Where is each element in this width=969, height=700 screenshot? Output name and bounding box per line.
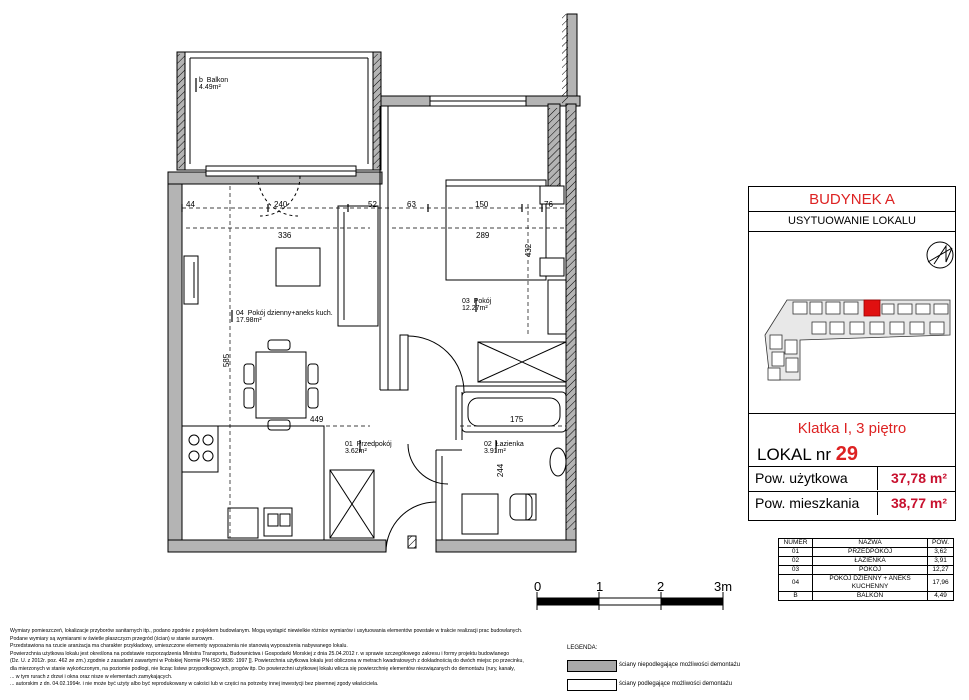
room-01-name: Przedpokój xyxy=(356,441,392,448)
note-line: Podane wymiary są wymiarami w świetle płaszczyzn przegród (ścian) w stanie surowym. xyxy=(10,635,214,642)
room-03-area: 12.27m² xyxy=(462,305,488,312)
scale-tick-label: 2 xyxy=(657,579,665,594)
room-01-id: 01 xyxy=(345,441,353,448)
room-01-area: 3.62m² xyxy=(345,448,367,455)
staircase-floor: Klatka I, 3 piętro xyxy=(797,420,907,437)
legend-title: LEGENDA: xyxy=(567,645,598,651)
note-line: Wymiary pomieszczeń, lokalizacje przyborów sanitarnych itp., podano zgodnie z projektem budowlanym. Mogą wystąpić niewielkie różnice wymiarów i usytuowania elementów powstałe w trakcie realizacji prac budowlanych. xyxy=(10,628,523,634)
table-row xyxy=(779,575,954,592)
notes xyxy=(10,628,555,689)
scale-bar xyxy=(537,592,723,610)
cell: 04 xyxy=(779,575,813,592)
legend-swatch-fixed xyxy=(567,660,617,672)
cell: 01 xyxy=(779,548,813,557)
room-02-area: 3.91m² xyxy=(484,448,506,455)
dim-244: 244 xyxy=(496,463,506,478)
unit-number: 29 xyxy=(835,443,859,465)
room-04-area: 17.98m² xyxy=(236,317,262,324)
header-cell: POW. xyxy=(928,539,954,548)
note-line: ... w tym rurach z drzwi i okna oraz nisze w elementach zamykających. xyxy=(10,673,173,680)
dim-289: 289 xyxy=(476,231,490,240)
scale-tick-label: 3m xyxy=(714,579,733,594)
dim-52: 52 xyxy=(368,200,377,209)
note-line: Powierzchnia użytkowa lokalu jest określona na podstawie rozporządzenia Ministra Transportu, Budownictwa i Gospodarki Morskiej z dnia 25.04.2012 r. w sprawie szczegółowego zakresu i formy projektu budowlanego xyxy=(10,650,510,657)
room-04-label xyxy=(236,310,333,324)
note-line: dla mierzonych w stanie wykończonym, na poziomie podłogi, nie licząc listew przypodłogowych, progów itp. Do powierzchni użytkowej lokalu wlicza się powierzchnię elementów niezwiązanych do demontażu (rury, kanały, xyxy=(10,665,515,672)
cell: 3,62 xyxy=(928,548,954,557)
scale-tick-label: 0 xyxy=(534,579,542,594)
cell: 3,91 xyxy=(928,557,954,566)
balcony-area: 4.49m² xyxy=(199,84,221,91)
dim-44: 44 xyxy=(186,200,195,209)
area-label: Pow. mieszkania xyxy=(755,495,860,511)
cell: 12,27 xyxy=(928,566,954,575)
balcony-id: b xyxy=(199,77,203,84)
dim-175: 175 xyxy=(510,415,524,424)
dim-240: 240 xyxy=(274,200,288,209)
room-03-id: 03 xyxy=(462,298,470,305)
room-table xyxy=(778,538,954,601)
legend-swatch-removable xyxy=(567,679,617,691)
room-02-id: 02 xyxy=(484,441,492,448)
cell: 02 xyxy=(779,557,813,566)
cell: POKÓJ xyxy=(813,566,928,575)
area-label: Pow. użytkowa xyxy=(755,470,848,486)
note-line: (Dz. U. z 2012r. poz. 462 ze zm.) zgodnie z zasadami zawartymi w Polskiej Normie PN-ISO 9836: 1997 ]]. Powierzchnia użytkowa lokalu jest obliczona w metrach kwadratowych z dokładnością do dwóch miejsc po przecinku, xyxy=(10,658,524,665)
room-03-label xyxy=(462,298,491,312)
balcony-name: Balkon xyxy=(206,77,229,84)
dim-336: 336 xyxy=(278,231,292,240)
note-line: ... autorskim z dn. 04.02.1994r. i nie może być użyty albo być reprodukowany w całości lub w części na potrzeby innej inwestycji bez pisemnej zgody właściciela. xyxy=(10,681,379,688)
legend-text: ściany niepodlegające możliwości demontażu xyxy=(619,662,741,668)
area-row-apartment xyxy=(749,491,955,515)
dim-63: 63 xyxy=(407,200,416,209)
table-row xyxy=(779,548,954,557)
note-line: Przedstawiona na rzucie aranżacja ma charakter przykładowy, umieszczone elementy wyposażenia nie stanowią wyposażenia nabywanego lokalu. xyxy=(10,643,348,650)
header-cell: NUMER xyxy=(779,539,813,548)
unit-label-text: LOKAL nr xyxy=(757,445,832,464)
scale-tick-label: 1 xyxy=(596,579,604,594)
balcony xyxy=(185,52,373,170)
header-cell: NAZWA xyxy=(813,539,928,548)
cell: 03 xyxy=(779,566,813,575)
unit-label xyxy=(757,443,858,466)
table-row xyxy=(779,566,954,575)
table-row xyxy=(779,592,954,601)
legend-text: ściany podlegające możliwości demontażu xyxy=(619,681,733,687)
room-04-id: 04 xyxy=(236,310,244,317)
area-row-usable xyxy=(749,466,955,490)
cell: BALKON xyxy=(813,592,928,601)
info-panel xyxy=(748,186,956,521)
table-row xyxy=(779,557,954,566)
dim-585: 585 xyxy=(222,353,232,368)
cell: POKÓJ DZIENNY + ANEKS KUCHENNY xyxy=(813,575,928,592)
room-01-label xyxy=(345,441,392,455)
balcony-label xyxy=(199,77,228,91)
room-02-label xyxy=(484,441,524,455)
room-02-name: Łazienka xyxy=(495,441,524,448)
location-title: USYTUOWANIE LOKALU xyxy=(788,215,916,227)
dim-432: 432 xyxy=(524,243,534,258)
divider xyxy=(749,231,955,232)
divider xyxy=(749,211,955,212)
cell: 4,49 xyxy=(928,592,954,601)
divider xyxy=(749,413,955,414)
cell: B xyxy=(779,592,813,601)
cell: 17,96 xyxy=(928,575,954,592)
cell: PRZEDPOKÓJ xyxy=(813,548,928,557)
room-04-name: Pokój dzienny+aneks kuch. xyxy=(247,310,333,317)
cell: ŁAZIENKA xyxy=(813,557,928,566)
room-03-name: Pokój xyxy=(473,298,492,305)
dim-76: 76 xyxy=(544,200,553,209)
dim-150: 150 xyxy=(475,200,489,209)
area-value: 38,77 m² xyxy=(890,495,947,511)
area-value: 37,78 m² xyxy=(890,470,947,486)
dim-449: 449 xyxy=(310,415,324,424)
building-title: BUDYNEK A xyxy=(809,191,895,208)
table-header xyxy=(779,539,954,548)
